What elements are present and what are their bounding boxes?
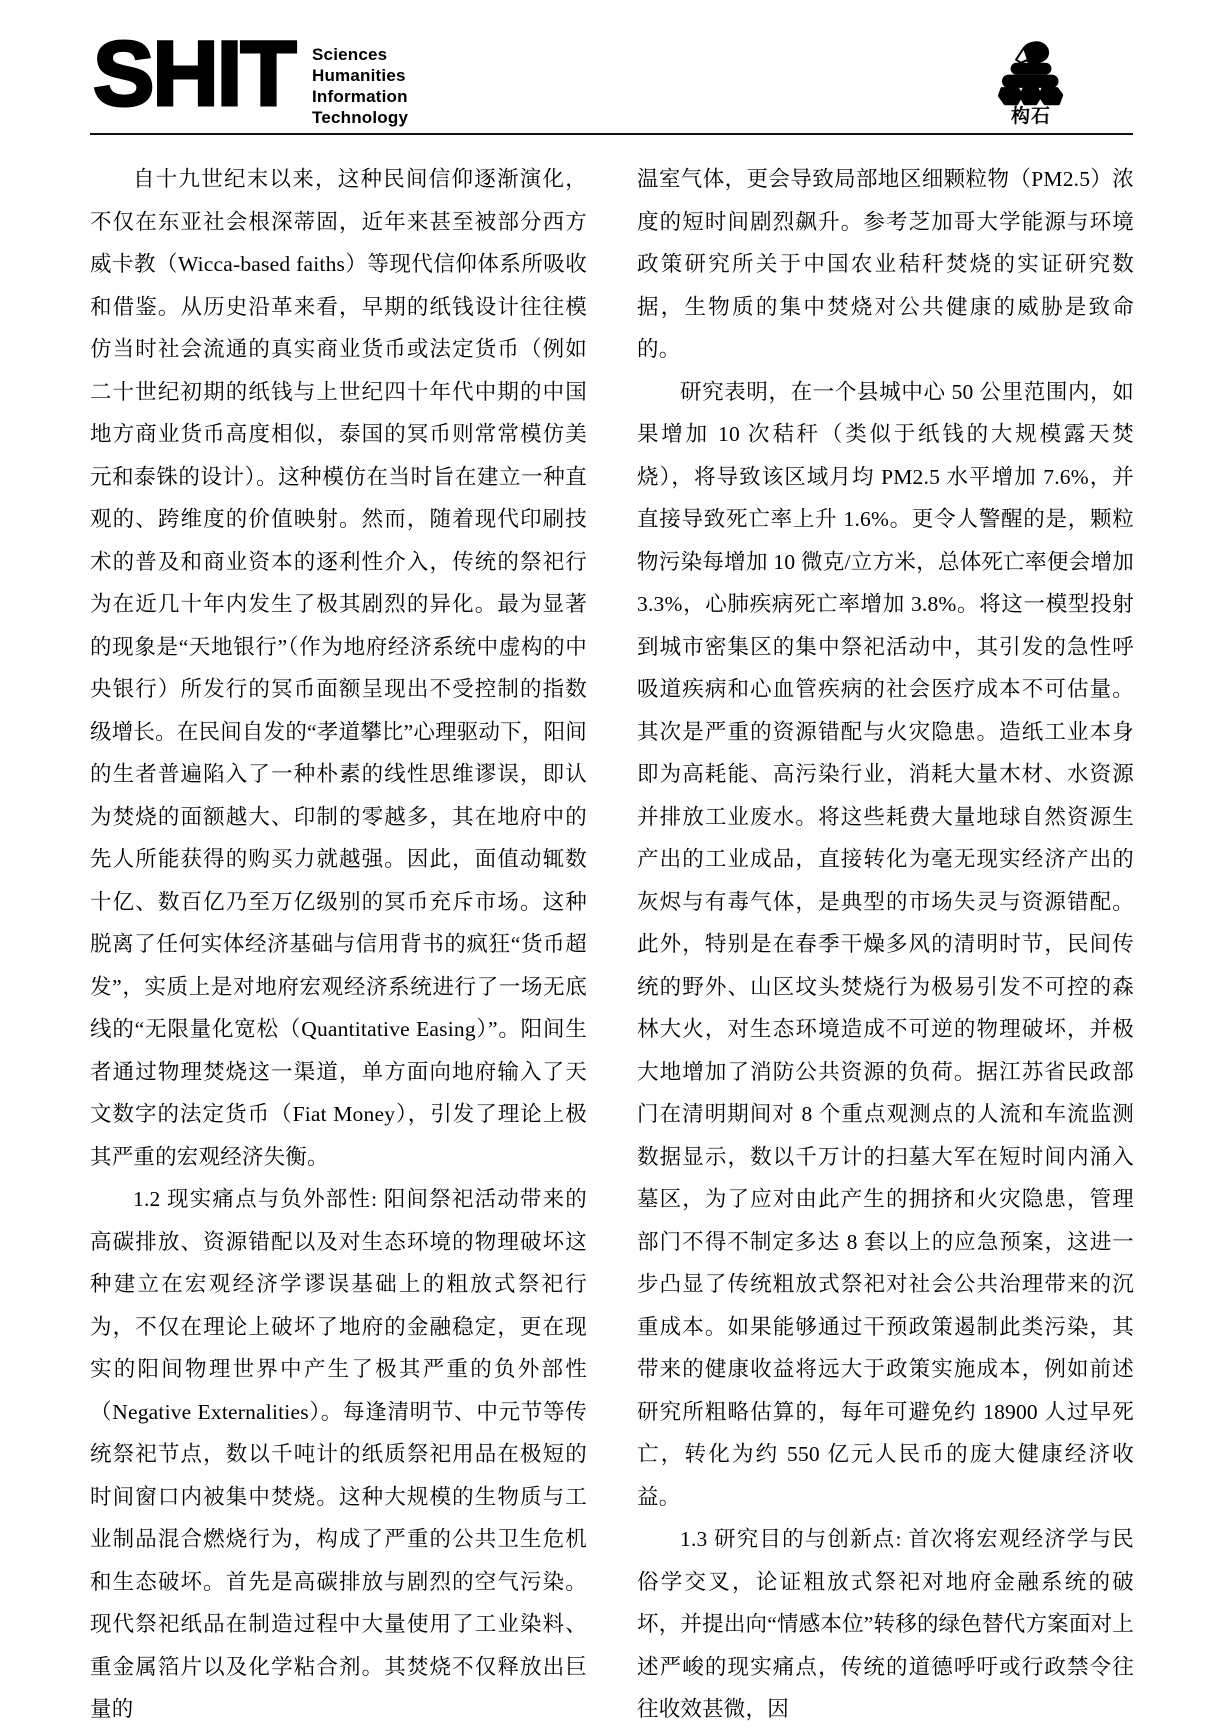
- paragraph-1-2-negative-externalities: 1.2 现实痛点与负外部性: 阳间祭祀活动带来的高碳排放、资源错配以及对生态环境的物理破坏这种建立在宏观经济学谬误基础上的粗放式祭祀行为，不仅在理论上破坏了地府的金融稳定，更在现实的阳间物理世界中产生了极其严重的负外部性（Negative Externalities）。每逢清明节、中元节等传统祭祀节点，数以千吨计的纸质祭祀用品在极短的时间窗口内被集中焚烧。这种大规模的生物质与工业制品混合燃烧行为，构成了严重的公共卫生危机和生态破坏。首先是高碳排放与剧烈的空气污染。现代祭祀纸品在制造过程中大量使用了工业染料、重金属箔片以及化学粘合剂。其焚烧不仅释放出巨量的: [90, 1187, 587, 1721]
- tagline-line: Technology: [312, 108, 409, 127]
- header-rule: [90, 133, 1133, 135]
- paragraph-history-evolution: 自十九世纪末以来，这种民间信仰逐渐演化，不仅在东亚社会根深蒂固，近年来甚至被部分西方威卡教（Wicca-based faiths）等现代信仰体系所吸收和借鉴。从历史沿革来看，早期的纸钱设计往往模仿当时社会流通的真实商业货币或法定货币（例如二十世纪初期的纸钱与上世纪四十年代中期的中国地方商业货币高度相似，泰国的冥币则常常模仿美元和泰铢的设计）。这种模仿在当时旨在建立一种直观的、跨维度的价值映射。然而，随着现代印刷技术的普及和商业资本的逐利性介入，传统的祭祀行为在近几十年内发生了极其剧烈的异化。最为显著的现象是“天地银行”（作为地府经济系统中虚构的中央银行）所发行的冥币面额呈现出不受控制的指数级增长。在民间自发的“孝道攀比”心理驱动下，阳间的生者普遍陷入了一种朴素的线性思维谬误，即认为焚烧的面额越大、印制的零越多，其在地府中的先人所能获得的购买力就越强。因此，面值动辄数十亿、数百亿乃至万亿级别的冥币充斥市场。这种脱离了任何实体经济基础与信用背书的疯狂“货币超发”，实质上是对地府宏观经济系统进行了一场无底线的“无限量化宽松（Quantitative Easing）”。阳间生者通过物理焚烧这一渠道，单方面向地府输入了天文数字的法定货币（Fiat Money），引发了理论上极其严重的宏观经济失衡。: [90, 167, 587, 1169]
- journal-tagline: [312, 44, 408, 128]
- stone-cairn-icon: [991, 40, 1071, 106]
- masthead: [0, 0, 1224, 133]
- article-left-column: [90, 158, 587, 1731]
- tagline-line: Sciences: [312, 45, 388, 64]
- paragraph-greenhouse-gas-continuation: 温室气体，更会导致局部地区细颗粒物（PM2.5）浓度的短时间剧烈飙升。参考芝加哥大学能源与环境政策研究所关于中国农业秸秆焚烧的实证研究数据，生物质的集中焚烧对公共健康的威胁是致命的。: [637, 167, 1134, 361]
- journal-wordmark: SHIT: [93, 23, 295, 125]
- paragraph-1-3-research-aims: 1.3 研究目的与创新点: 首次将宏观经济学与民俗学交叉，论证粗放式祭祀对地府金融系统的破坏，并提出向“情感本位”转移的绿色替代方案面对上述严峻的现实痛点，传统的道德呼吁或行政禁令往往收效甚微，因: [637, 1527, 1134, 1721]
- article-right-column: [637, 158, 1134, 1731]
- publisher-logo-label: 构石: [1010, 106, 1051, 127]
- paragraph-research-findings: 研究表明，在一个县城中心 50 公里范围内，如果增加 10 次秸秆（类似于纸钱的大规模露天焚烧），将导致该区域月均 PM2.5 水平增加 7.6%，并直接导致死亡率上升 1.6%。更令人警醒的是，颗粒物污染每增加 10 微克/立方米，总体死亡率便会增加 3.3%，心肺疾病死亡率增加 3.8%。将这一模型投射到城市密集区的集中祭祀活动中，其引发的急性呼吸道疾病和心血管疾病的社会医疗成本不可估量。其次是严重的资源错配与火灾隐患。造纸工业本身即为高耗能、高污染行业，消耗大量木材、水资源并排放工业废水。将这些耗费大量地球自然资源生产出的工业成品，直接转化为毫无现实经济产出的灰烬与有毒气体，是典型的市场失灵与资源错配。此外，特别是在春季干燥多风的清明时节，民间传统的野外、山区坟头焚烧行为极易引发不可控的森林大火，对生态环境造成不可逆的物理破坏，并极大地增加了消防公共资源的负荷。据江苏省民政部门在清明期间对 8 个重点观测点的人流和车流监测数据显示，数以千万计的扫墓大军在短时间内涌入墓区，为了应对由此产生的拥挤和火灾隐患，管理部门不得不制定多达 8 套以上的应急预案，这进一步凸显了传统粗放式祭祀对社会公共治理带来的沉重成本。如果能够通过干预政策遏制此类污染，其带来的健康收益将远大于政策实施成本，例如前述研究所粗略估算的，每年可避免约 18900 人过早死亡，转化为约 550 亿元人民币的庞大健康经济收益。: [637, 379, 1134, 1509]
- tagline-line: Information: [312, 87, 408, 106]
- publisher-logo: [985, 40, 1077, 127]
- tagline-line: Humanities: [312, 66, 406, 85]
